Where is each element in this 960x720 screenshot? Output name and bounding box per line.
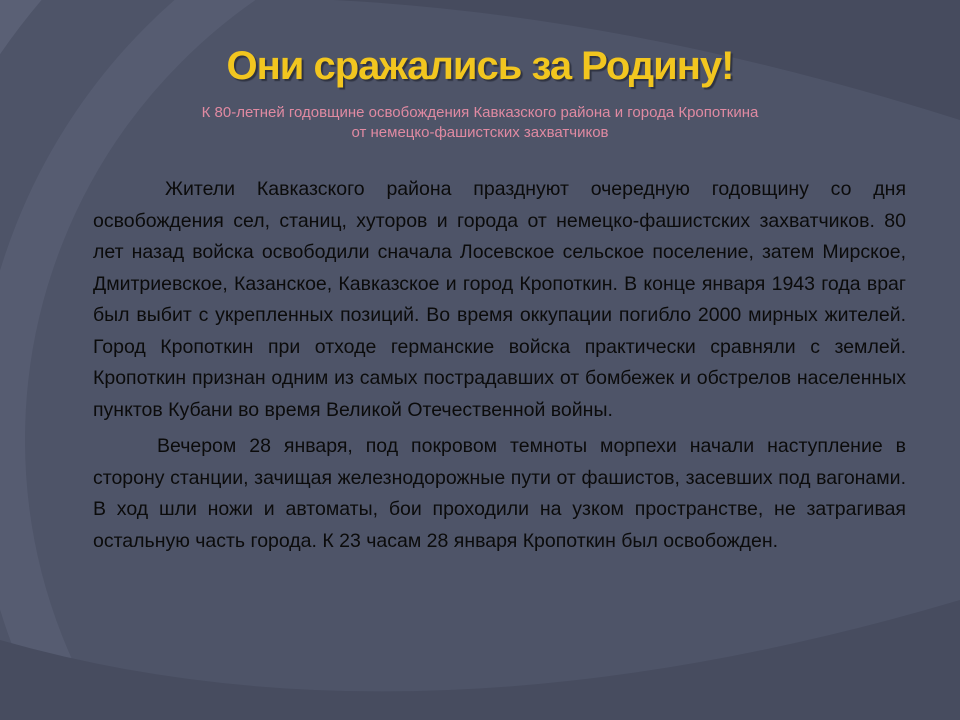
paragraph: Жители Кавказского района празднуют очередную годовщину со дня освобождения сел, станиц, хуторов и города от немецко-фашистских захватчиков. 80 лет назад войска освободили сначала Лосевское сельское поселение, затем Мирское, Дмитриевское, Казанское, Кавказское и город Кропоткин. В конце января 1943 года враг был выбит с укрепленных позиций. Во время оккупации погибло 2000 мирных жителей. Город Кропоткин при отходе германские войска практически сравняли с землей. Кропоткин признан одним из самых пострадавших от бомбежек и обстрелов населенных пунктов Кубани во время Великой Отечественной войны. [93, 178, 906, 421]
subtitle-line: К 80-летней годовщине освобождения Кавказского района и города Кропоткина [201, 104, 759, 121]
body-text [93, 174, 906, 557]
subtitle-line: от немецко-фашистских захватчиков [351, 124, 609, 141]
slide-title: Они сражались за Родину! [226, 44, 734, 88]
paragraph: Вечером 28 января, под покровом темноты морпехи начали наступление в сторону станции, зачищая железнодорожные пути от фашистов, засевших под вагонами. В ход шли ножи и автоматы, бои проходили на узком пространстве, не затрагивая остальную часть города. К 23 часам 28 января Кропоткин был освобожден. [93, 435, 906, 552]
slide-subtitle [140, 103, 820, 143]
